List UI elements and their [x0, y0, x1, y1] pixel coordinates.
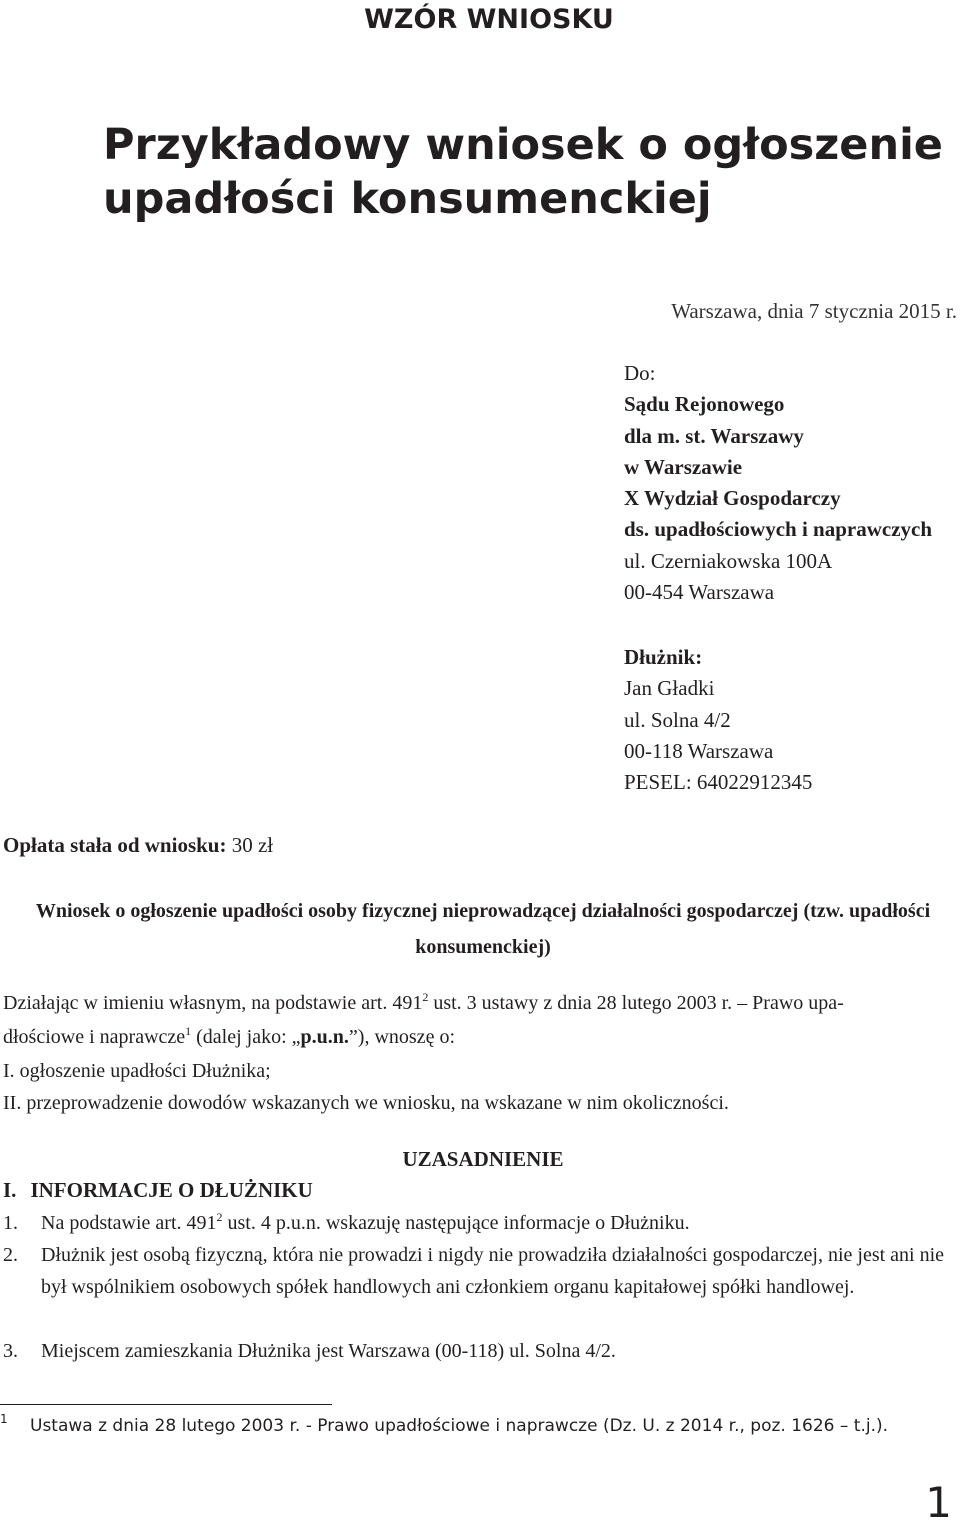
debtor-city: 00-118 Warszawa	[624, 738, 774, 763]
item-text	[41, 1207, 960, 1241]
intro-text: Działając w imieniu własnym, na podstawie art. 491	[3, 992, 423, 1014]
list-item	[3, 1207, 960, 1241]
item-number: 3.	[3, 1340, 18, 1362]
request-title: Wniosek o ogłoszenie upadłości osoby fizycznej nieprowadzącej działalności gospodarczej (tzw. upadłości konsumenckiej)	[35, 900, 931, 958]
court-line: X Wydział Gospodarczy	[624, 486, 841, 511]
court-to-label: Do:	[624, 361, 656, 385]
intro-text: ust. 3 ustawy z dnia 28 lutego 2003 r. – Prawo upa-	[428, 992, 844, 1014]
abbreviation: p.u.n.	[300, 1026, 349, 1048]
intro-paragraph	[3, 987, 953, 1119]
intro-line	[3, 1021, 953, 1055]
court-address-block	[624, 358, 932, 608]
item-text: Miejscem zamieszkania Dłużnika jest Warszawa (00-118) ul. Solna 4/2.	[41, 1340, 616, 1362]
debtor-pesel: PESEL: 64022912345	[624, 770, 813, 795]
request-point: I. ogłoszenie upadłości Dłużnika;	[3, 1060, 271, 1082]
justification-heading: UZASADNIENIE	[402, 1147, 564, 1171]
list-item	[3, 1335, 960, 1367]
court-line: ds. upadłościowych i naprawczych	[624, 517, 933, 542]
superscript: 2	[216, 1210, 223, 1224]
court-line: Sądu Rejonowego	[624, 392, 785, 417]
item-text-part: ust. 4 p.u.n. wskazuję następujące informacje o Dłużniku.	[222, 1212, 690, 1234]
request-point: II. przeprowadzenie dowodów wskazanych we wniosku, na wskazane w nim okoliczności.	[3, 1092, 729, 1114]
debtor-block	[624, 642, 812, 798]
footnote-number: 1	[0, 1412, 8, 1426]
debtor-street: ul. Solna 4/2	[624, 707, 731, 732]
court-street: ul. Czerniakowska 100A	[624, 548, 833, 573]
superscript: 2	[422, 990, 429, 1004]
footnote-text: Ustawa z dnia 28 lutego 2003 r. - Prawo upadłościowe i naprawcze (Dz. U. z 2014 r., poz. 1626 – t.j.).	[30, 1416, 889, 1436]
item-number: 1.	[3, 1212, 18, 1234]
footnote	[0, 1412, 889, 1436]
intro-line	[3, 987, 953, 1021]
footnote-ref: 1	[185, 1024, 192, 1038]
header-label: WZÓR WNIOSKU	[364, 4, 614, 35]
footnote-divider	[0, 1404, 332, 1405]
intro-text: (dalej jako: „	[191, 1026, 301, 1048]
court-line: w Warszawie	[624, 454, 743, 479]
intro-text: dłościowe i naprawcze	[3, 1026, 186, 1048]
place-date: Warszawa, dnia 7 stycznia 2015 r.	[671, 299, 957, 323]
document-title: Przykładowy wniosek o ogłoszenie upadłości konsumenckiej	[103, 120, 943, 224]
intro-text: ”), wnoszę o:	[348, 1026, 455, 1048]
fee-line	[3, 833, 273, 858]
item-number: 2.	[3, 1244, 18, 1266]
page-number: 1	[925, 1478, 952, 1527]
section-number: I.	[3, 1178, 17, 1202]
section-title: INFORMACJE O DŁUŻNIKU	[30, 1178, 313, 1202]
court-line: dla m. st. Warszawy	[624, 423, 804, 448]
court-city: 00-454 Warszawa	[624, 580, 775, 605]
item-text-part: Na podstawie art. 491	[41, 1212, 217, 1234]
fee-value: 30 zł	[231, 833, 274, 857]
fee-label: Opłata stała od wniosku:	[3, 833, 227, 857]
section-heading	[3, 1178, 313, 1203]
debtor-label: Dłużnik:	[624, 645, 703, 669]
list-item	[3, 1239, 960, 1303]
debtor-name: Jan Gładki	[624, 676, 715, 701]
item-text: Dłużnik jest osobą fizyczną, która nie prowadzi i nigdy nie prowadziła działalności gospodarczej, nie jest ani nie był wspólnikiem osobowych spółek handlowych ani członkiem organu kapitałowej spółki handlowej.	[41, 1244, 945, 1298]
